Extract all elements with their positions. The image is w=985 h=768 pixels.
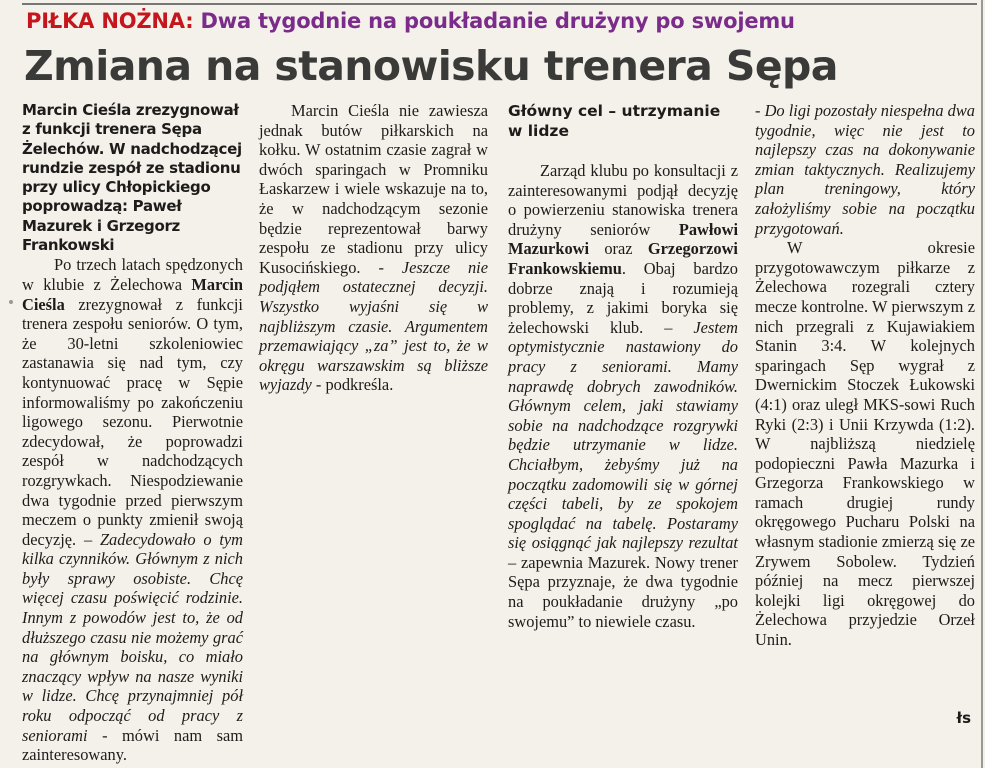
- body-text: - mówi nam sam zainteresowany.: [22, 725, 243, 765]
- column-2: [259, 101, 488, 395]
- body-text: . Obaj bardzo dobrze znają i rozumieją problemy, z jakimi boryka się żelechowski klub.: [508, 258, 738, 337]
- body-text: oraz: [589, 239, 648, 259]
- person-name: Pawłowi Mazurkowi: [508, 219, 738, 259]
- body-paragraph-1: [22, 255, 243, 764]
- body-text: Po trzech latach spędzonych w klubie z Żelechowa: [22, 255, 243, 294]
- column-3: [508, 101, 738, 631]
- headline: Zmiana na stanowisku trenera Sępa: [24, 42, 838, 90]
- quote-text: - Jeszcze nie podjąłem ostatecznej decyzji. Wszystko wyjaśni się w najbliższym czasie. Argumentem przemawiający „za” jest to, że w okręgu warszawskim są bliższe wyjazdy: [259, 257, 488, 395]
- person-name: Marcin Cieśla: [22, 274, 243, 314]
- lead-paragraph: Marcin Cieśla zrezygnował z funkcji trenera Sępa Żelechów. W nadchodzącej rundzie zespół ze stadionu przy ulicy Chłopickiego poprowadzą: Paweł Mazurek i Grzegorz Frankowski: [22, 101, 242, 255]
- quote-paragraph: - Do ligi pozostały niespełna dwa tygodnie, więc nie jest to najlepszy czas na dokonywanie zmian taktycznych. Realizujemy plan treningowy, który założyliśmy sobie na początku przygotowań.: [755, 101, 975, 238]
- body-paragraph-2: [259, 101, 488, 395]
- subheading: Główny cel – utrzymanie w lidze: [508, 102, 721, 140]
- print-speck: [9, 300, 13, 304]
- column-1: [22, 101, 243, 765]
- body-paragraph-3: [508, 161, 738, 631]
- person-name: Grzegorzowi Frankowskiemu: [508, 239, 738, 278]
- body-text: zrezygnował z funkcji trenera zespołu seniorów. O tym, że 30-letni szkoleniowiec zastanawia się nad tym, czy kontynuować pracę w Sępie informowaliśmy po zakończeniu ligowego sezonu. Pierwotnie zdecydował, że poprowadzi zespół w nadchodzących rozgrywkach. Niespodziewanie dwa tygodnie przed pierwszym meczem o punkty zmienił swoją decyzję.: [22, 294, 243, 549]
- kicker: [26, 8, 926, 34]
- kicker-text: Dwa tygodnie na poukładanie drużyny po swojemu: [193, 9, 795, 33]
- body-text: – zapewnia Mazurek. Nowy trener Sępa przyznaje, że dwa tygodnie na poukładanie drużyny „po swojemu” to niewiele czasu.: [508, 552, 738, 631]
- page-edge-rule: [981, 0, 983, 768]
- top-rule: [22, 3, 977, 5]
- column-4: [755, 101, 975, 650]
- kicker-label: PIŁKA NOŻNA:: [26, 9, 194, 33]
- body-text: Zarząd klubu po konsultacji z zainteresowanymi podjął decyzję o powierzeniu stanowiska trenera drużyny seniorów: [508, 161, 738, 239]
- body-text: Marcin Cieśla nie zawiesza jednak butów piłkarskich na kołku. W ostatnim czasie zagrał w dwóch sparingach w Promniku Łaskarzew i wiele wskazuje na to, że w nadchodzącym sezonie będzie reprezentował barwy zespołu ze stadionu przy ulicy Kusocińskiego.: [259, 101, 488, 277]
- body-text: - podkreśla.: [311, 375, 394, 395]
- body-paragraph-5: W okresie przygotowawczym piłkarze z Żelechowa rozegrali cztery mecze kontrolne. W pierwszym z nich przegrali z Kujawiakiem Stanin 3:4. W kolejnych sparingach Sęp wygrał z Dwernickim Stoczek Łukowski (4:1) oraz uległ MKS-sowi Ruch Ryki (2:3) i Unii Krzywda (1:2). W najbliższą niedzielę podopieczni Pawła Mazurka i Grzegorza Frankowskiego w ramach drugiej rundy okręgowego Pucharu Polski na własnym stadionie zmierzą się ze Zrywem Sobolew. Tydzień później na mecz pierwszej kolejki ligi okręgowej do Żelechowa przyjedzie Orzeł Unin.: [755, 238, 975, 650]
- quote-text: – Zadecydowało o tym kilka czynników. Głównym z nich były sprawy osobiste. Chcę więcej czasu poświęcić rodzinie. Innym z powodów jest to, że od dłuższego czasu nie możemy grać na głównym boisku, co miało znaczący wpływ na nasze wyniki w lidze. Chcę przynajmniej pół roku odpocząć od pracy z seniorami: [22, 529, 243, 745]
- quote-text: – Jestem optymistycznie nastawiony do pracy z seniorami. Mamy naprawdę dobrych zawodników. Głównym celem, jaki stawiamy sobie na nadchodzące rozgrywki będzie utrzymanie w lidze. Chciałbym, żebyśmy już na początku zadomowili się w górnej części tabeli, by ze spokojem spoglądać na tabelę. Postaramy się osiągnąć jak najlepszy rezultat: [508, 317, 738, 553]
- author-signature: łs: [956, 709, 971, 727]
